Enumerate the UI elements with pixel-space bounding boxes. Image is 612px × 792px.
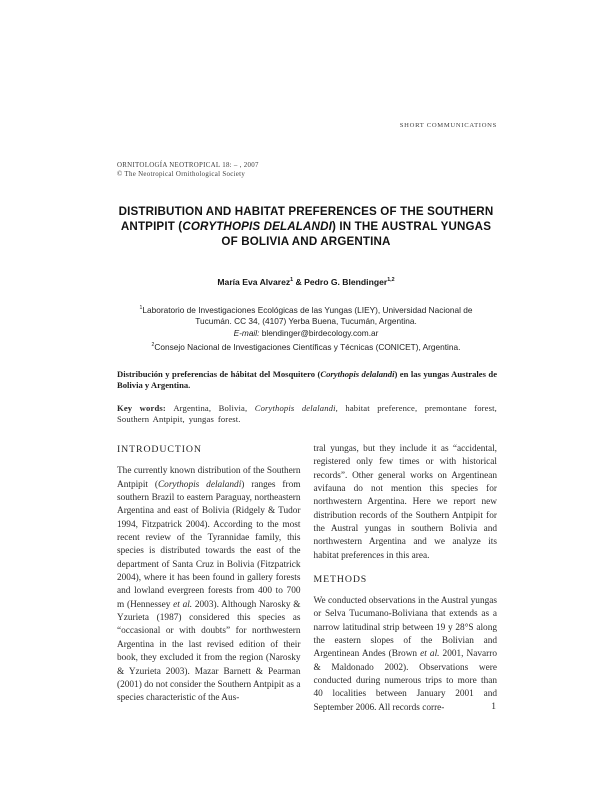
methods-paragraph: We conducted observations in the Austral yungas or Selva Tucumano-Boliviana that extends as a narrow latitudinal strip between 19 y 28°S along the eastern slopes of the Bolivian and Argentinean Andes (Brown et al. 2001, Navarro & Maldonado 2002). Observations were conducted during numerous trips to more than 40 localities between January 2001 and September 2006. All records corre- xyxy=(313,595,497,713)
copyright-line: © The Neotropical Ornithological Society xyxy=(117,170,246,178)
spanish-abstract-title: Distribución y preferencias de hábitat del Mosquitero (Corythopis delalandi) en las yungas Australes de Bolivia y Argentina. xyxy=(117,369,498,390)
page-number: 1 xyxy=(491,702,496,712)
article-title: DISTRIBUTION AND HABITAT PREFERENCES OF THE SOUTHERN ANTPIPIT (CORYTHOPIS DELALANDI) IN THE AUSTRAL YUNGAS OF BOLIVIA AND ARGENTINA xyxy=(118,205,494,248)
section-heading-methods: METHODS xyxy=(313,573,368,585)
affiliation-2: $^2$Consejo Nacional de Investigaciones Científicas y Técnicas (CONICET), Argentina. xyxy=(151,342,461,353)
body-columns xyxy=(117,443,497,715)
running-head: SHORT COMMUNICATIONS xyxy=(399,122,497,129)
affiliation-1-line-1: $^1$Laboratorio de Investigaciones Ecológicas de las Yungas (LIEY), Universidad Nacional de xyxy=(139,305,473,315)
email-line: E-mail: blendinger@birdecology.com.ar xyxy=(233,327,379,338)
keywords-paragraph: Key words: Argentina, Bolivia, Corythopis delalandi, habitat preference, premontane forest, Southern Antpipit, yungas forest. xyxy=(117,403,497,424)
journal-volume-line: ORNITOLOGÍA NEOTROPICAL 18: – , 2007 xyxy=(117,162,259,169)
introduction-paragraph: The currently known distribution of the Southern Antpipit (Corythopis delalandi) ranges from southern Brazil to eastern Paraguay, northeastern Argentina and east of Bolivia (Ridgely & Tudor 1994, Fitzpatrick 2004). According to the most recent review of the Tyrannidae family, this species is distributed towards the east of the department of Santa Cruz in Bolivia (Fitzpatrick 2004), where it has been found in gallery forests and lowland evergreen forests from 400 to 700 m (Hennessey et al. 2003). Although Narosky & Yzurieta (1987) considered this species as “occasional or with doubts” for northwestern Argentina in the last revised edition of their book, they excluded it from the region (Narosky & Yzurieta 2003). Mazar Barnett & Pearman (2001) do not consider the Southern Antpipit as a species characteristic of the Aus- xyxy=(117,466,301,704)
right-column xyxy=(314,443,498,715)
affiliation-1-line-2: Tucumán. CC 34, (4107) Yerba Buena, Tucumán, Argentina. xyxy=(195,316,417,327)
authors-line: María Eva Alvarez$^1$ & Pedro G. Blendinger$^{1,2}$ xyxy=(217,277,395,287)
introduction-paragraph-continuation: tral yungas, but they include it as “accidental, registered only few times or with historical records”. Other general works on Argentinean avifauna do not mention this species for northwestern Argentina. Here we report new distribution records of the Southern Antpipit for the Austral yungas in southern Bolivia and northwestern Argentina and we analyze its habitat preferences in this area. xyxy=(313,444,497,561)
affiliations-block xyxy=(114,305,498,354)
journal-block xyxy=(117,162,259,179)
section-heading-introduction: INTRODUCTION xyxy=(117,444,202,455)
left-column xyxy=(117,443,301,715)
